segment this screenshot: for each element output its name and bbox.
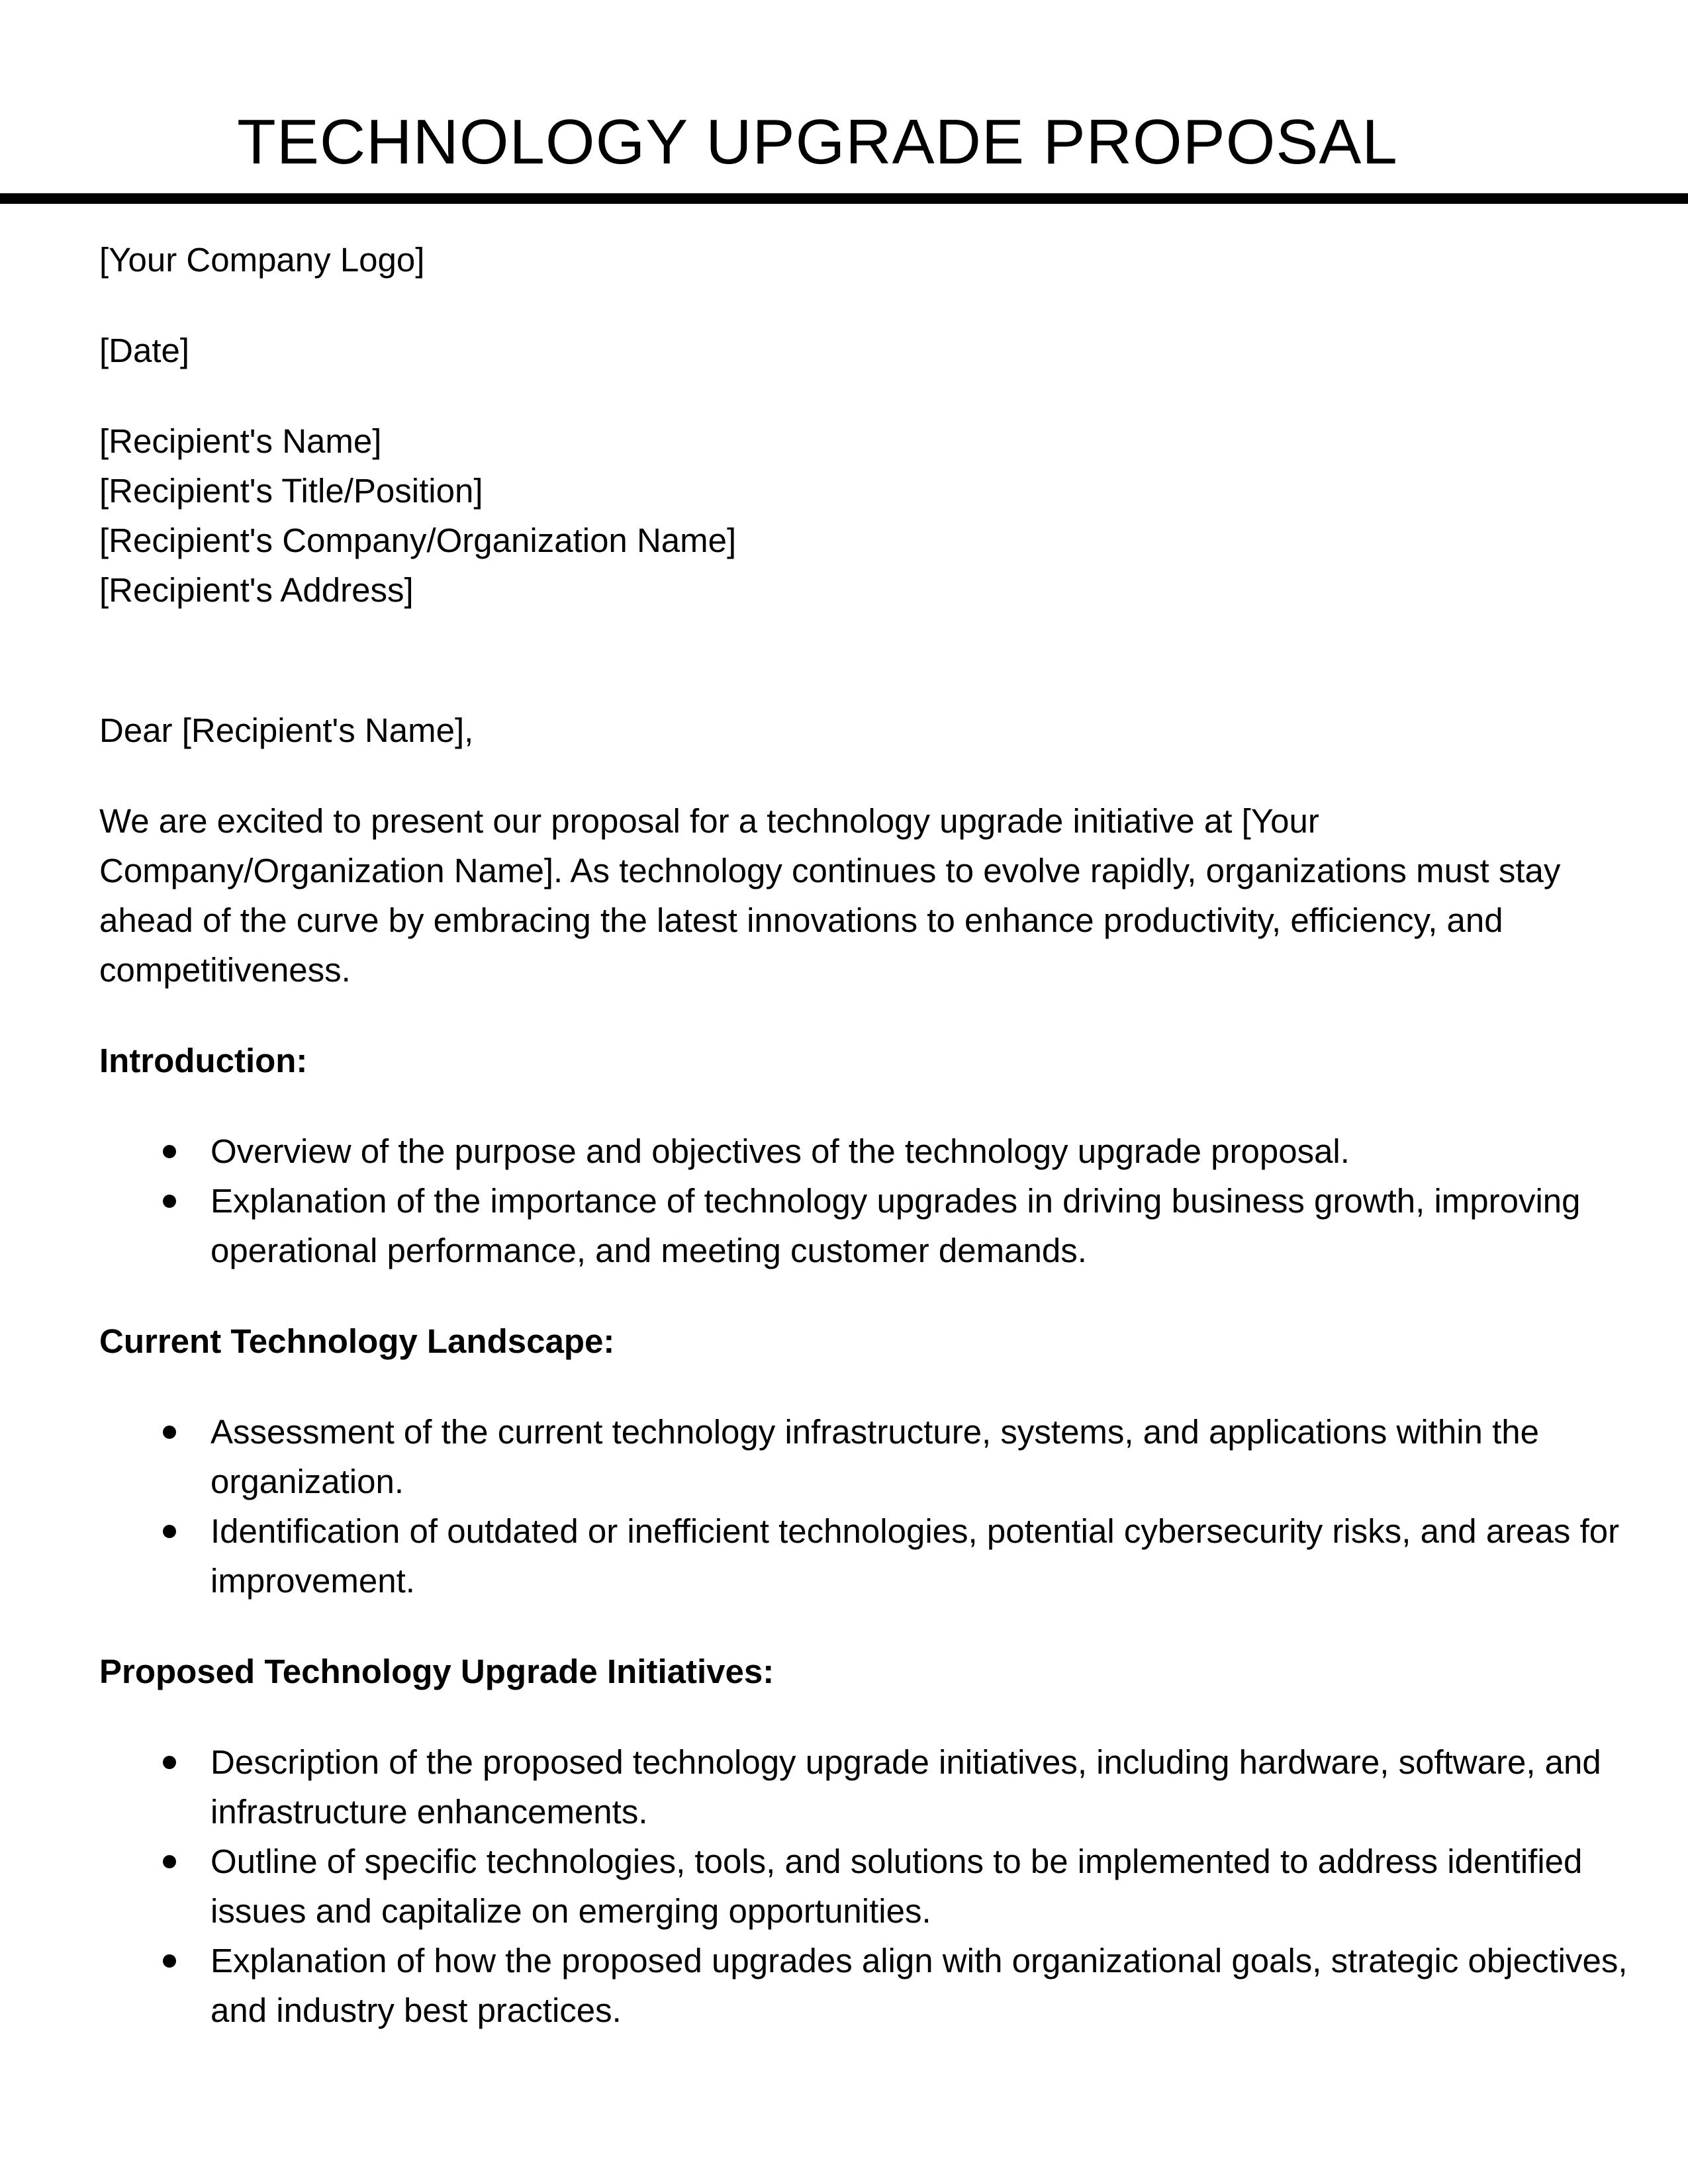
- date-field: [Date]: [99, 332, 190, 369]
- title-divider: [0, 193, 1688, 204]
- section-proposed-initiatives: [99, 1647, 1628, 2035]
- bullet-list: [99, 1407, 1620, 1606]
- bullet-icon: [163, 1954, 176, 1968]
- list-item: Identification of outdated or inefficient technologies, potential cybersecurity risks, and areas for improvement.: [99, 1506, 1667, 1606]
- bullet-icon: [163, 1195, 176, 1208]
- section-heading: Current Technology Landscape:: [99, 1322, 615, 1360]
- bullet-icon: [163, 1426, 176, 1439]
- section-heading: Proposed Technology Upgrade Initiatives:: [99, 1653, 774, 1690]
- bullet-icon: [163, 1855, 176, 1868]
- salutation: Dear [Recipient's Name],: [99, 711, 474, 749]
- list-item: Outline of specific technologies, tools, and solutions to be implemented to address identified issues and capitalize on emerging opportunities.: [99, 1837, 1667, 1936]
- recipient-title: [Recipient's Title/Position]: [99, 472, 483, 510]
- recipient-block: [99, 416, 1582, 615]
- recipient-address: [Recipient's Address]: [99, 571, 414, 609]
- company-logo-placeholder: [Your Company Logo]: [99, 241, 425, 279]
- document-body: [99, 235, 1628, 2035]
- bullet-list: [99, 1126, 1582, 1275]
- list-item: Description of the proposed technology upgrade initiatives, including hardware, software, and infrastructure enhancements.: [99, 1737, 1667, 1837]
- recipient-company: [Recipient's Company/Organization Name]: [99, 522, 737, 559]
- bullet-icon: [163, 1525, 176, 1538]
- list-item: Explanation of how the proposed upgrades align with organizational goals, strategic objectives, and industry best practices.: [99, 1936, 1667, 2035]
- list-item: Overview of the purpose and objectives of the technology upgrade proposal.: [99, 1126, 1667, 1176]
- bullet-icon: [163, 1756, 176, 1769]
- document-title: TECHNOLOGY UPGRADE PROPOSAL: [237, 107, 1398, 177]
- list-item: Explanation of the importance of technology upgrades in driving business growth, improving operational performance, and meeting customer demands.: [99, 1176, 1667, 1275]
- section-current-technology: [99, 1316, 1620, 1606]
- list-item: Assessment of the current technology infrastructure, systems, and applications within the organization.: [99, 1407, 1667, 1506]
- bullet-list: [99, 1737, 1628, 2035]
- section-introduction: [99, 1036, 1582, 1275]
- intro-paragraph: We are excited to present our proposal for a technology upgrade initiative at [Your Company/Organization Name]. As technology continues to evolve rapidly, organizations must stay ahead of the curve by embracing the latest innovations to enhance productivity, efficiency, and competitiveness.: [99, 802, 1561, 989]
- bullet-icon: [163, 1145, 176, 1158]
- section-heading: Introduction:: [99, 1042, 308, 1079]
- recipient-name: [Recipient's Name]: [99, 422, 382, 460]
